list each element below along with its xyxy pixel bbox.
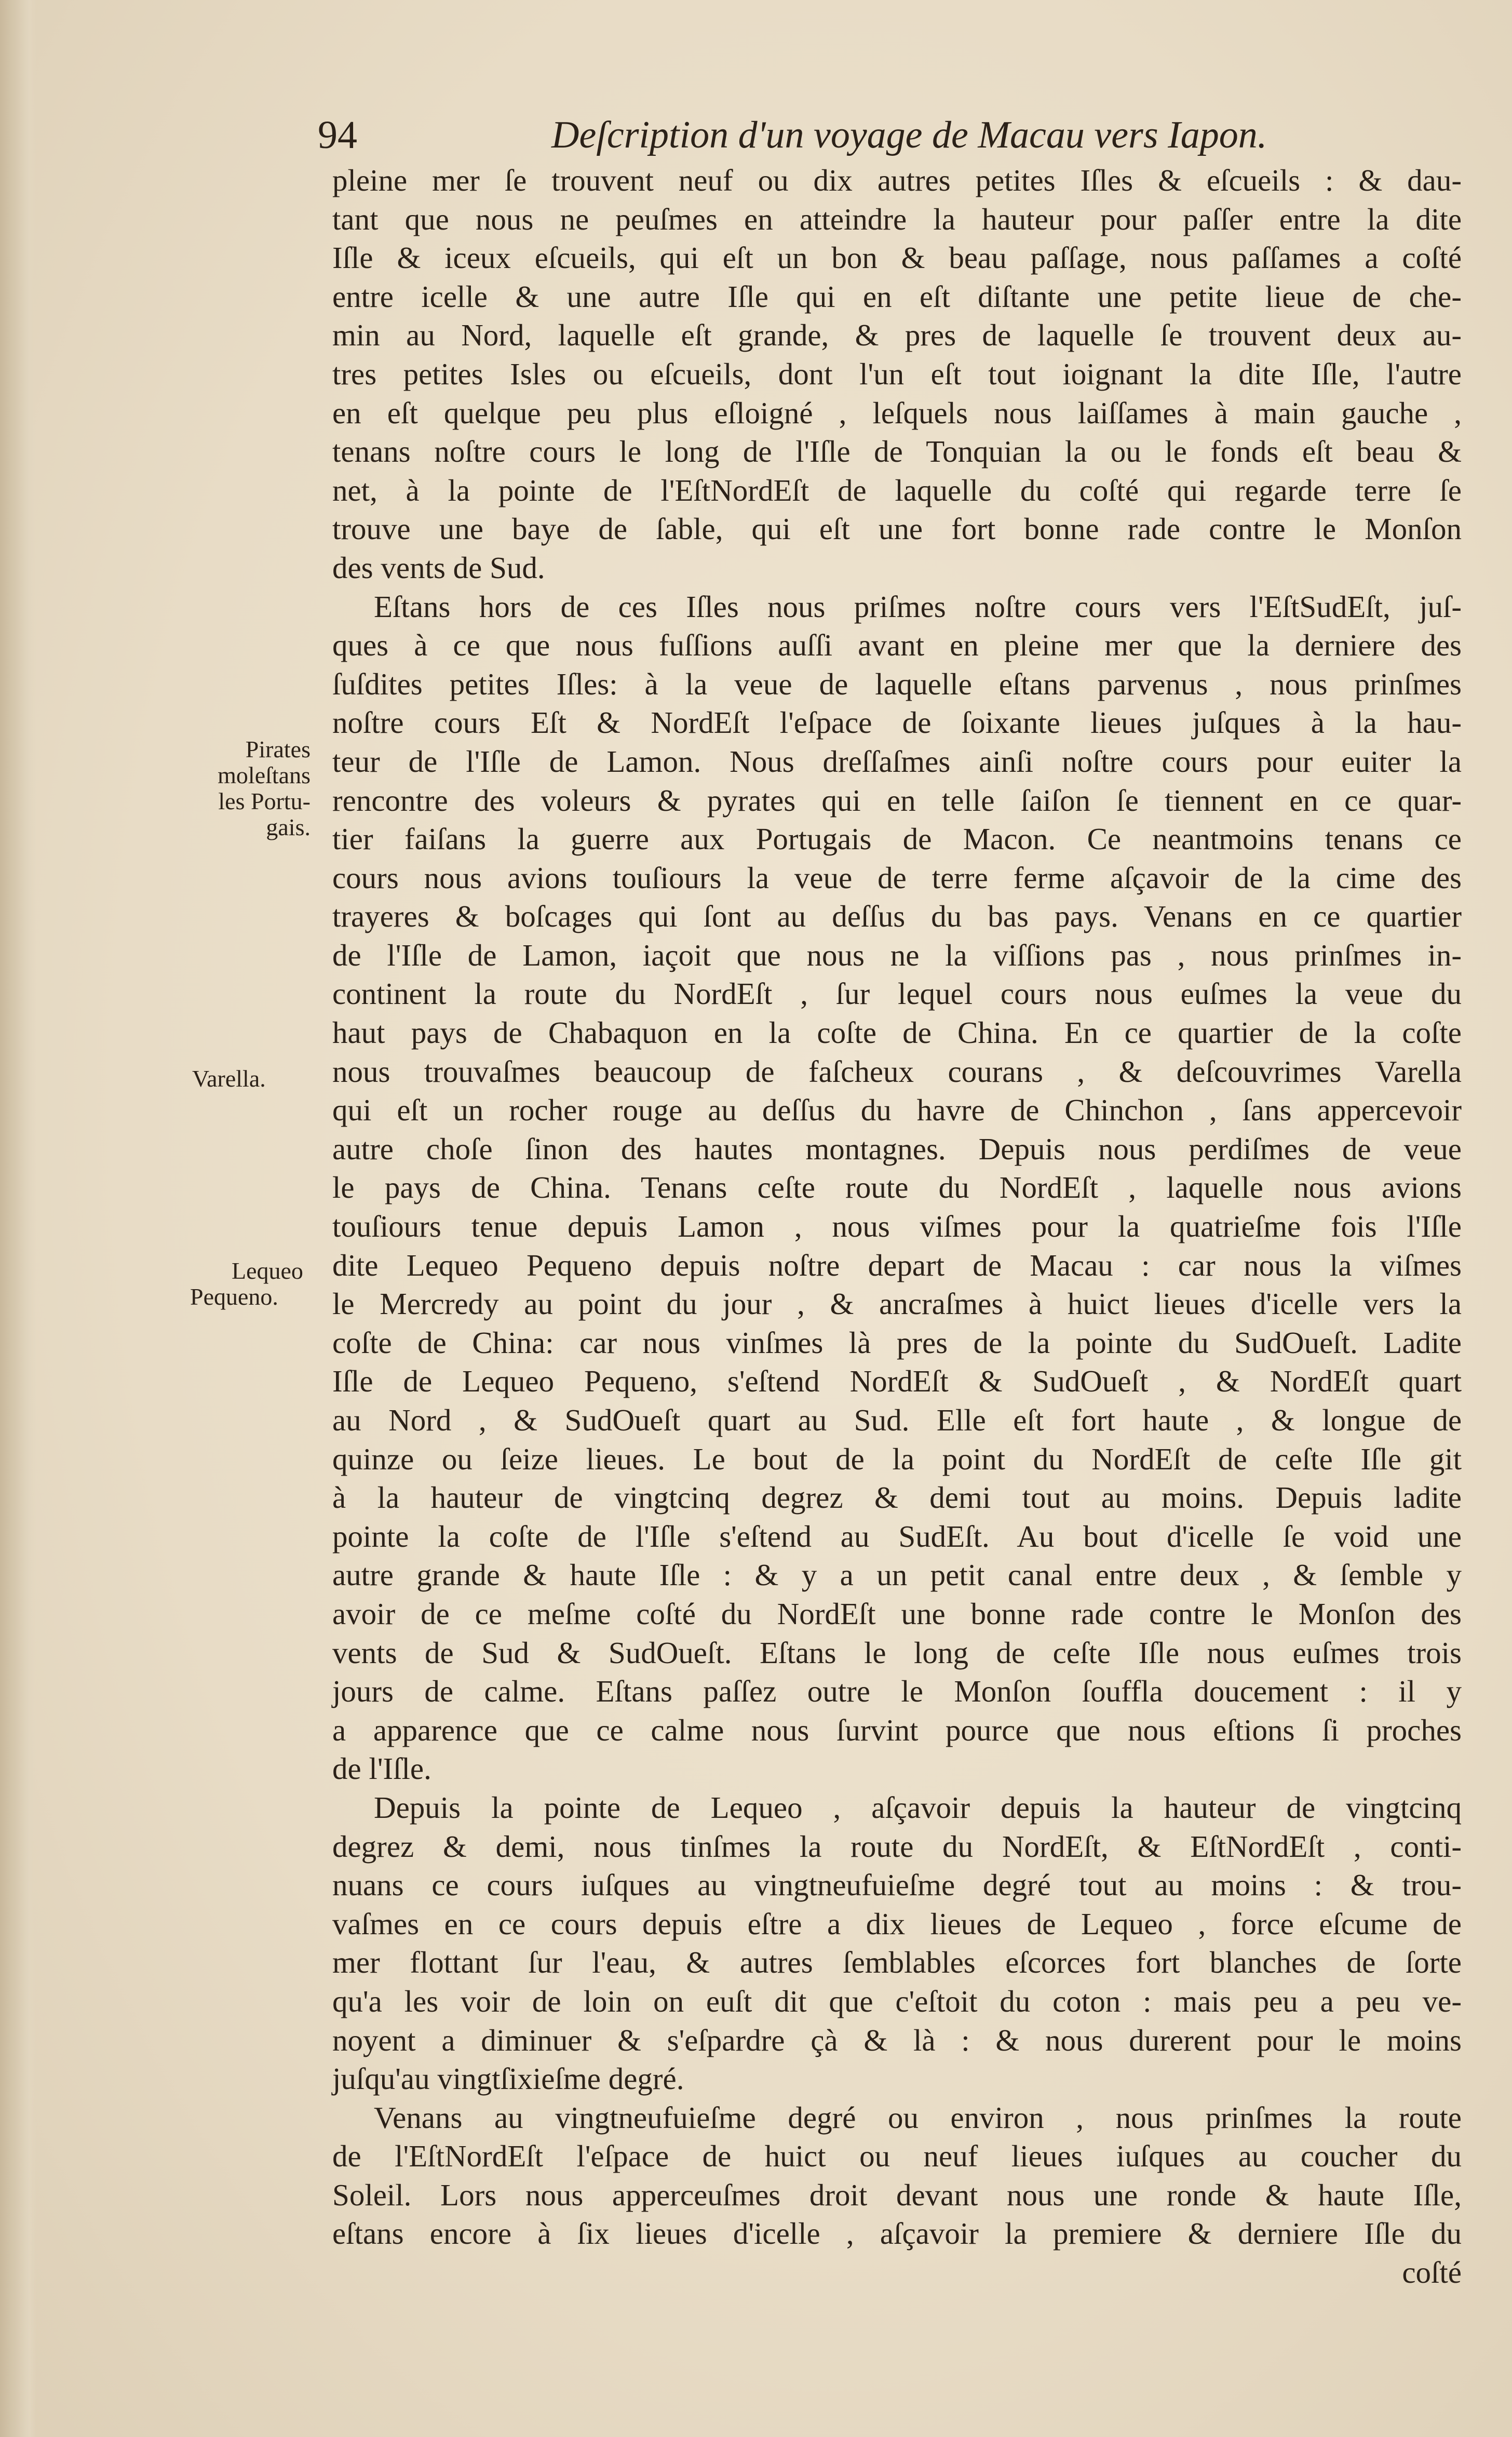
text-line: avoir de ce meſme coſté du NordEſt une bonne rade contre le Monſon des <box>332 1596 1462 1631</box>
margin-note-lequeo <box>190 1258 303 1310</box>
text-line: teur de l'Iſle de Lamon. Nous dreſſaſmes ainſi noſtre cours pour euiter la <box>332 744 1462 779</box>
text-line: net, à la pointe de l'EſtNordEſt de laquelle du coſté qui regarde terre ſe <box>332 473 1462 507</box>
text-line: tier faiſans la guerre aux Portugais de Macon. Ce neantmoins tenans ce <box>332 822 1462 856</box>
text-line: vaſmes en ce cours depuis eſtre a dix lieues de Lequeo , force eſcume de <box>332 1906 1462 1941</box>
text-line: noſtre cours Eſt & NordEſt l'eſpace de ſoixante lieues juſques à la hau- <box>332 705 1462 740</box>
text-line: dite Lequeo Pequeno depuis noſtre depart de Macau : car nous la viſmes <box>332 1248 1462 1282</box>
text-line: autre grande & haute Iſle : & y a un petit canal entre deux , & ſemble y <box>332 1558 1462 1592</box>
margin-note-varella <box>192 1066 266 1092</box>
text-line: noyent a diminuer & s'eſpardre çà & là : & nous durerent pour le moins <box>332 2023 1462 2057</box>
page-number: 94 <box>318 113 357 157</box>
text-line: haut pays de Chabaquon en la coſte de China. En ce quartier de la coſte <box>332 1015 1462 1050</box>
text-line: jours de calme. Eſtans paſſez outre le Monſon ſouffla doucement : il y <box>332 1674 1462 1709</box>
text-line: de l'EſtNordEſt l'eſpace de huict ou neuf lieues iuſques au coucher du <box>332 2139 1462 2174</box>
text-line: autre choſe ſinon des hautes montagnes. Depuis nous perdiſmes de veue <box>332 1131 1462 1166</box>
text-line: mer flottant ſur l'eau, & autres ſemblables eſcorces fort blanches de ſorte <box>332 1945 1462 1980</box>
page-header <box>318 106 1304 169</box>
text-line: de l'Iſle. <box>332 1751 431 1786</box>
text-line: au Nord , & SudOueſt quart au Sud. Elle eſt fort haute , & longue de <box>332 1403 1462 1437</box>
margin-note-line: Pirates <box>245 736 310 762</box>
text-line: qui eſt un rocher rouge au deſſus du havre de Chinchon , ſans appercevoir <box>332 1093 1462 1128</box>
text-line: cours nous avions touſiours la veue de terre ferme aſçavoir de la cime des <box>332 860 1462 895</box>
text-line: ſuſdites petites Iſles: à la veue de laquelle eſtans parvenus , nous prinſmes <box>332 666 1462 701</box>
text-line: des vents de Sud. <box>332 550 545 585</box>
text-line: quinze ou ſeize lieues. Le bout de la point du NordEſt de ceſte Iſle git <box>332 1441 1462 1476</box>
text-line: Eſtans hors de ces Iſles nous priſmes noſtre cours vers l'EſtSudEſt, juſ- <box>374 589 1462 624</box>
margin-note-line: gais. <box>266 814 310 840</box>
text-line: nuans ce cours iuſques au vingtneufuieſme degré tout au moins : & trou- <box>332 1868 1462 1903</box>
text-line: à la hauteur de vingtcinq degrez & demi tout au moins. Depuis ladite <box>332 1480 1462 1515</box>
margin-note-line: moleſtans <box>218 762 310 788</box>
text-line: rencontre des voleurs & pyrates qui en telle ſaiſon ſe tiennent en ce quar- <box>332 783 1462 818</box>
text-line: continent la route du NordEſt , ſur lequel cours nous euſmes la veue du <box>332 976 1462 1011</box>
text-line: trayeres & boſcages qui ſont au deſſus du bas pays. Venans en ce quartier <box>332 899 1462 934</box>
text-line: eſtans encore à ſix lieues d'icelle , aſçavoir la premiere & derniere Iſle du <box>332 2216 1462 2251</box>
margin-note-line: Lequeo <box>232 1257 303 1284</box>
margin-note-line: les Portu- <box>218 788 310 814</box>
text-line: pointe la coſte de l'Iſle s'eſtend au SudEſt. Au bout d'icelle ſe void une <box>332 1519 1462 1554</box>
text-line: vents de Sud & SudOueſt. Eſtans le long de ceſte Iſle nous euſmes trois <box>332 1635 1462 1670</box>
text-line: entre icelle & une autre Iſle qui en eſt diſtante une petite lieue de che- <box>332 279 1462 314</box>
body-text <box>332 161 1462 2292</box>
text-line: Iſle & iceux eſcueils, qui eſt un bon & beau paſſage, nous paſſames a coſté <box>332 240 1462 275</box>
text-line: trouve une baye de ſable, qui eſt une fort bonne rade contre le Monſon <box>332 512 1462 546</box>
text-line: a apparence que ce calme nous ſurvint pource que nous eſtions ſi proches <box>332 1712 1462 1747</box>
text-line: tres petites Isles ou eſcueils, dont l'un eſt tout ioignant la dite Iſle, l'autre <box>332 356 1462 391</box>
text-line: degrez & demi, nous tinſmes la route du NordEſt, & EſtNordEſt , conti- <box>332 1829 1462 1864</box>
running-title: Deſcription d'un voyage de Macau vers Iapon. <box>551 114 1267 156</box>
text-line: juſqu'au vingtſixieſme degré. <box>332 2061 684 2096</box>
text-line: le Mercredy au point du jour , & ancraſmes à huict lieues d'icelle vers la <box>332 1287 1462 1321</box>
text-line: coſte de China: car nous vinſmes là pres de la pointe du SudOueſt. Ladite <box>332 1325 1462 1360</box>
text-line: ques à ce que nous fuſſions auſſi avant en pleine mer que la derniere des <box>332 628 1462 663</box>
text-line: de l'Iſle de Lamon, iaçoit que nous ne la viſſions pas , nous prinſmes in- <box>332 938 1462 972</box>
text-line: tant que nous ne peuſmes en atteindre la hauteur pour paſſer entre la dite <box>332 202 1462 236</box>
text-line: Soleil. Lors nous apperceuſmes droit devant nous une ronde & haute Iſle, <box>332 2177 1462 2212</box>
text-line: tenans noſtre cours le long de l'Iſle de Tonquian la ou le fonds eſt beau & <box>332 434 1462 469</box>
page-gutter-shadow <box>0 0 36 2437</box>
text-line: pleine mer ſe trouvent neuf ou dix autres petites Iſles & eſcueils : & dau- <box>332 163 1462 197</box>
margin-note-pirates <box>176 737 310 840</box>
text-line: le pays de China. Tenans ceſte route du NordEſt , laquelle nous avions <box>332 1170 1462 1205</box>
text-line: Depuis la pointe de Lequeo , aſçavoir depuis la hauteur de vingtcinq <box>374 1790 1462 1825</box>
margin-note-line: Pequeno. <box>190 1283 278 1310</box>
text-line: min au Nord, laquelle eſt grande, & pres de laquelle ſe trouvent deux au- <box>332 318 1462 353</box>
text-line: en eſt quelque peu plus eſloigné , leſquels nous laiſſames à main gauche , <box>332 395 1462 430</box>
catchword: coſté <box>1402 2255 1462 2290</box>
text-line: Venans au vingtneufuieſme degré ou environ , nous prinſmes la route <box>374 2100 1462 2135</box>
text-line: touſiours tenue depuis Lamon , nous viſmes pour la quatrieſme fois l'Iſle <box>332 1209 1462 1244</box>
text-line: Iſle de Lequeo Pequeno, s'eſtend NordEſt & SudOueſt , & NordEſt quart <box>332 1364 1462 1399</box>
margin-note-line: Varella. <box>192 1065 266 1092</box>
text-line: nous trouvaſmes beaucoup de faſcheux courans , & deſcouvrimes Varella <box>332 1054 1462 1089</box>
text-line: qu'a les voir de loin on euſt dit que c'eſtoit du coton : mais peu a peu ve- <box>332 1984 1462 2018</box>
